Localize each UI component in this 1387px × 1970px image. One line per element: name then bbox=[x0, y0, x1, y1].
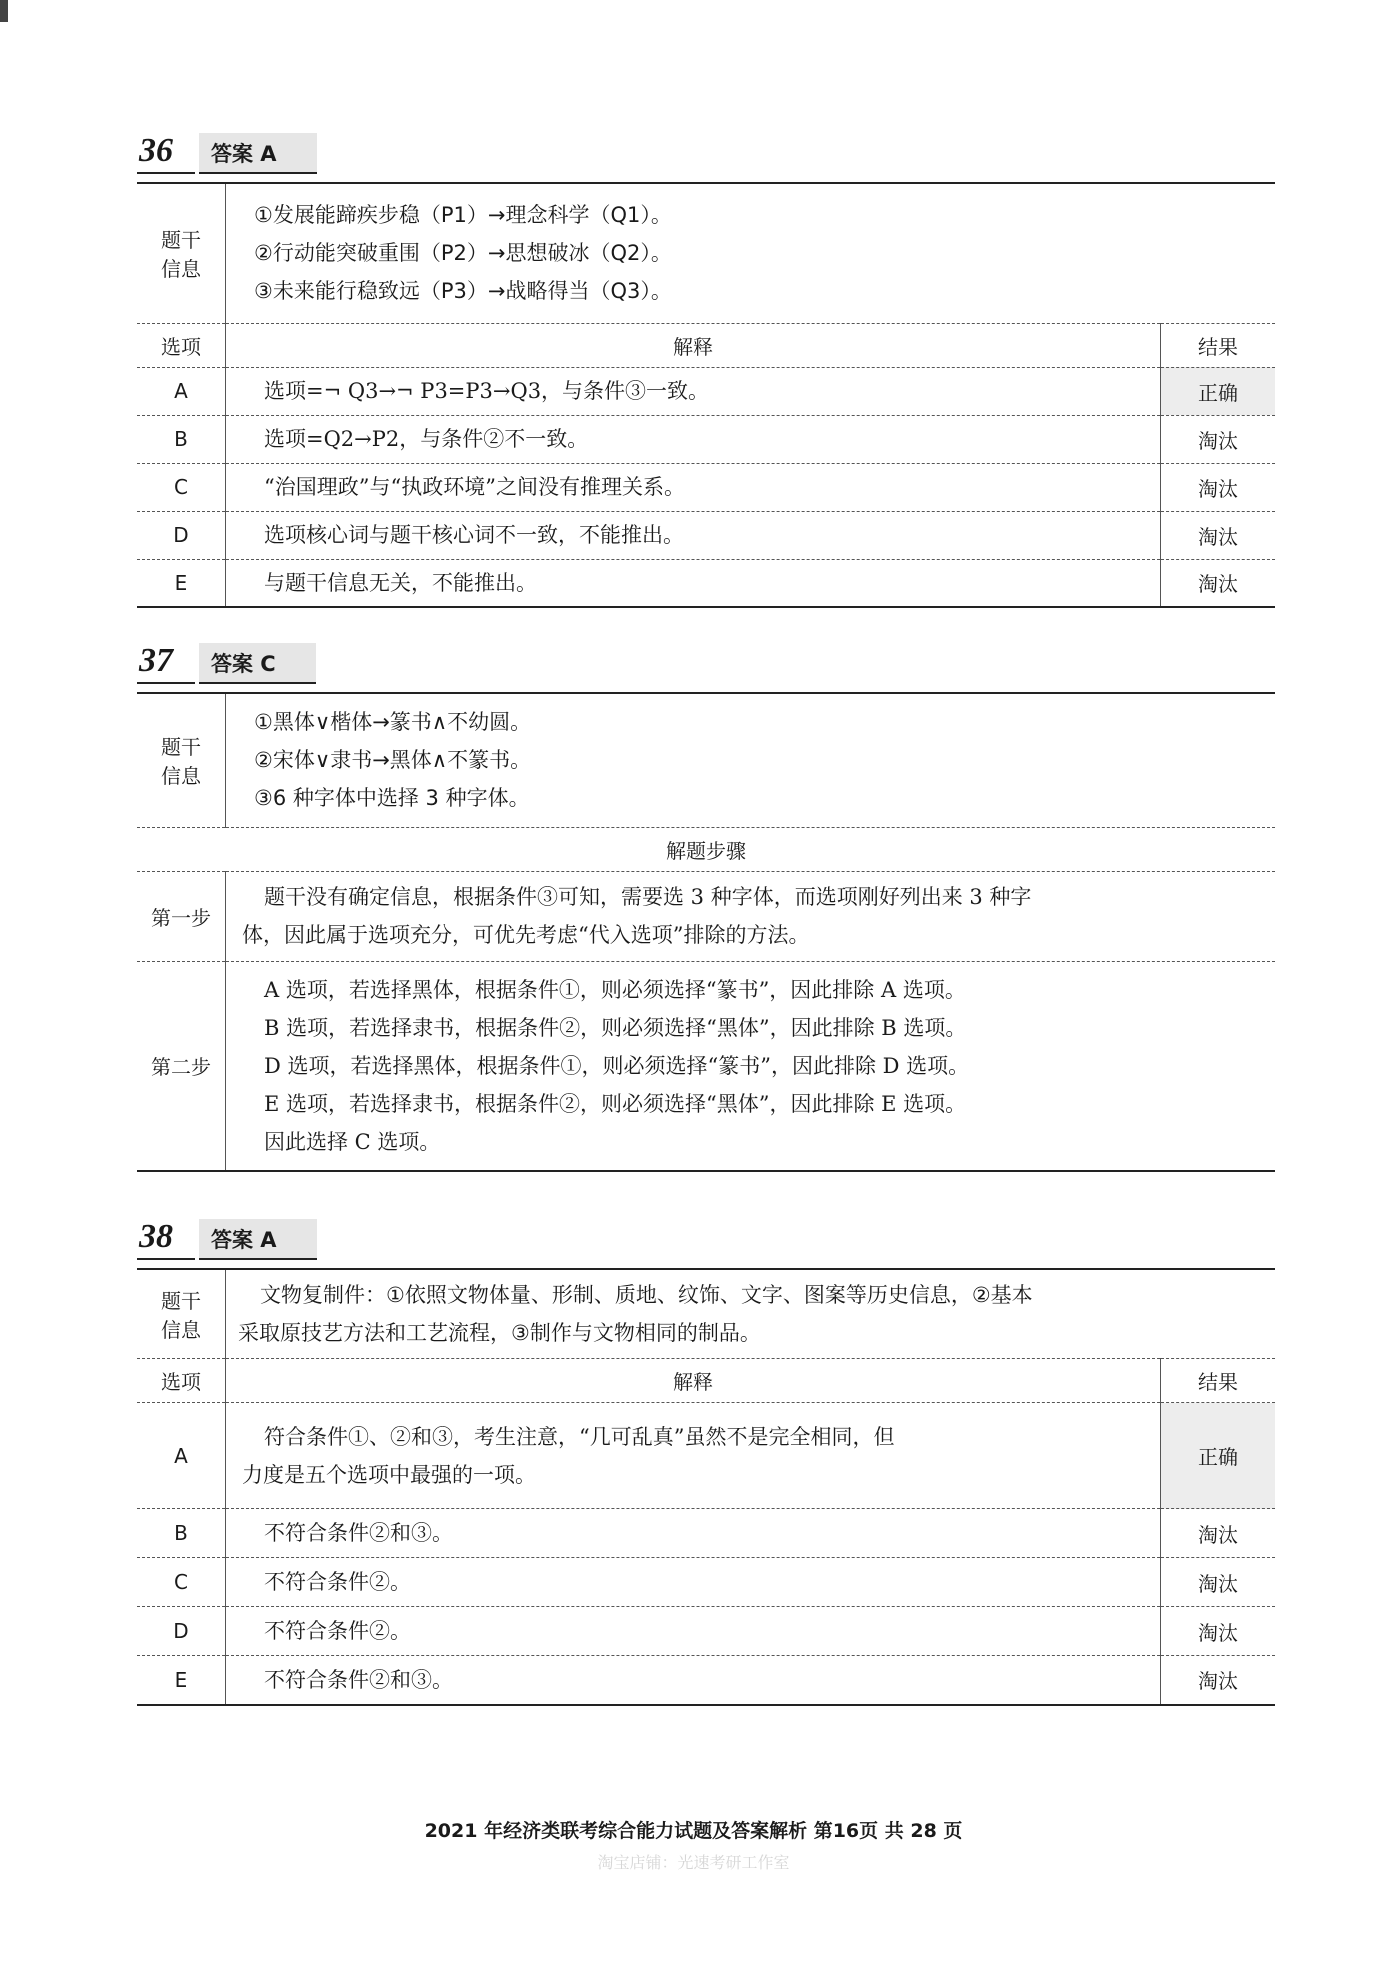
result: 淘汰 bbox=[1161, 1607, 1276, 1656]
step-line: E 选项，若选择隶书，根据条件②，则必须选择“黑体”，因此排除 E 选项。 bbox=[264, 1091, 967, 1116]
option-label: C bbox=[137, 1558, 226, 1607]
steps-title-row bbox=[137, 827, 1275, 871]
step-label: 第二步 bbox=[137, 961, 226, 1171]
stem-line: ③未来能行稳致远（P3）→战略得当（Q3）。 bbox=[254, 279, 672, 304]
header-result: 结果 bbox=[1161, 323, 1276, 367]
explanation: 不符合条件②和③。 bbox=[226, 1509, 1161, 1558]
step-label: 第一步 bbox=[137, 871, 226, 961]
step-line: D 选项，若选择黑体，根据条件①，则必须选择“篆书”，因此排除 D 选项。 bbox=[264, 1053, 970, 1078]
stem-row bbox=[137, 1269, 1275, 1359]
explanation: 不符合条件②。 bbox=[226, 1558, 1161, 1607]
stem-line: ①黑体∨楷体→篆书∧不幼圆。 bbox=[254, 710, 532, 735]
table-row bbox=[137, 415, 1275, 463]
watermark: 淘宝店铺：光速考研工作室 bbox=[597, 1853, 790, 1872]
option-label: D bbox=[137, 1607, 226, 1656]
header-row bbox=[137, 323, 1275, 367]
option-label: B bbox=[137, 415, 226, 463]
question-number: 38 bbox=[137, 1220, 195, 1260]
step-line: A 选项，若选择黑体，根据条件①，则必须选择“篆书”，因此排除 A 选项。 bbox=[264, 977, 966, 1002]
header-option: 选项 bbox=[137, 1359, 226, 1403]
header-row bbox=[137, 1359, 1275, 1403]
question-number: 36 bbox=[137, 134, 195, 174]
explanation: 选项=Q2→P2，与条件②不一致。 bbox=[226, 415, 1161, 463]
question-header bbox=[137, 128, 1275, 174]
stem-label: 题干 信息 bbox=[137, 183, 226, 323]
explanation: 与题干信息无关，不能推出。 bbox=[226, 559, 1161, 607]
table-row bbox=[137, 1607, 1275, 1656]
stem-content bbox=[226, 1269, 1276, 1359]
page-footer: 2021 年经济类联考综合能力试题及答案解析 第16页 共 28 页 bbox=[424, 1820, 963, 1842]
table-row bbox=[137, 511, 1275, 559]
explanation: 选项核心词与题干核心词不一致，不能推出。 bbox=[226, 511, 1161, 559]
stem-line: ①发展能蹄疾步稳（P1）→理念科学（Q1）。 bbox=[254, 203, 672, 228]
explanation bbox=[226, 1403, 1161, 1509]
stem-label: 题干 信息 bbox=[137, 693, 226, 827]
answer-badge: 答案 A bbox=[199, 1219, 317, 1260]
question-36 bbox=[137, 128, 1275, 608]
header-explanation: 解释 bbox=[226, 323, 1161, 367]
result: 淘汰 bbox=[1161, 1656, 1276, 1705]
stem-row bbox=[137, 693, 1275, 827]
question-number: 37 bbox=[137, 644, 195, 684]
option-label: D bbox=[137, 511, 226, 559]
q38-table bbox=[137, 1268, 1275, 1706]
explanation-line: 力度是五个选项中最强的一项。 bbox=[242, 1462, 536, 1487]
stem-line: ②宋体∨隶书→黑体∧不篆书。 bbox=[254, 748, 532, 773]
stem-line: ②行动能突破重围（P2）→思想破冰（Q2）。 bbox=[254, 241, 672, 266]
explanation: 不符合条件②。 bbox=[226, 1607, 1161, 1656]
table-row bbox=[137, 1403, 1275, 1509]
q37-table bbox=[137, 692, 1275, 1172]
result: 淘汰 bbox=[1161, 1558, 1276, 1607]
step-content bbox=[226, 871, 1276, 961]
table-row bbox=[137, 559, 1275, 607]
result: 正确 bbox=[1161, 367, 1276, 415]
option-label: E bbox=[137, 559, 226, 607]
header-option: 选项 bbox=[137, 323, 226, 367]
header-explanation: 解释 bbox=[226, 1359, 1161, 1403]
result: 淘汰 bbox=[1161, 559, 1276, 607]
table-row bbox=[137, 367, 1275, 415]
step-line: 题干没有确定信息，根据条件③可知，需要选 3 种字体，而选项刚好列出来 3 种字 bbox=[264, 885, 1032, 909]
answer-badge: 答案 C bbox=[199, 643, 316, 684]
steps-title: 解题步骤 bbox=[137, 827, 1275, 871]
step-line: B 选项，若选择隶书，根据条件②，则必须选择“黑体”，因此排除 B 选项。 bbox=[264, 1015, 967, 1040]
explanation: “治国理政”与“执政环境”之间没有推理关系。 bbox=[226, 463, 1161, 511]
option-label: C bbox=[137, 463, 226, 511]
answer-badge: 答案 A bbox=[199, 133, 317, 174]
step-line: 因此选择 C 选项。 bbox=[264, 1129, 441, 1154]
table-row bbox=[137, 1509, 1275, 1558]
explanation-line: 符合条件①、②和③，考生注意，“几可乱真”虽然不是完全相同，但 bbox=[264, 1424, 895, 1449]
table-row bbox=[137, 463, 1275, 511]
step-row bbox=[137, 871, 1275, 961]
q36-table bbox=[137, 182, 1275, 608]
stem-line: 文物复制件：①依照文物体量、形制、质地、纹饰、文字、图案等历史信息，②基本 bbox=[260, 1283, 1033, 1307]
step-line: 体，因此属于选项充分，可优先考虑“代入选项”排除的方法。 bbox=[242, 923, 810, 947]
option-label: B bbox=[137, 1509, 226, 1558]
option-label: A bbox=[137, 367, 226, 415]
explanation: 选项=¬ Q3→¬ P3=P3→Q3，与条件③一致。 bbox=[226, 367, 1161, 415]
result: 正确 bbox=[1161, 1403, 1276, 1509]
stem-line: 采取原技艺方法和工艺流程，③制作与文物相同的制品。 bbox=[238, 1321, 761, 1345]
option-label: E bbox=[137, 1656, 226, 1705]
header-result: 结果 bbox=[1161, 1359, 1276, 1403]
stem-content bbox=[226, 693, 1276, 827]
question-37 bbox=[137, 638, 1275, 1172]
step-content bbox=[226, 961, 1276, 1171]
result: 淘汰 bbox=[1161, 1509, 1276, 1558]
stem-line: ③6 种字体中选择 3 种字体。 bbox=[254, 786, 530, 811]
result: 淘汰 bbox=[1161, 511, 1276, 559]
result: 淘汰 bbox=[1161, 463, 1276, 511]
question-header bbox=[137, 1214, 1275, 1260]
table-row bbox=[137, 1656, 1275, 1705]
result: 淘汰 bbox=[1161, 415, 1276, 463]
scan-edge-mark bbox=[0, 0, 8, 22]
explanation: 不符合条件②和③。 bbox=[226, 1656, 1161, 1705]
stem-label: 题干 信息 bbox=[137, 1269, 226, 1359]
table-row bbox=[137, 1558, 1275, 1607]
option-label: A bbox=[137, 1403, 226, 1509]
stem-row bbox=[137, 183, 1275, 323]
stem-content bbox=[226, 183, 1276, 323]
step-row bbox=[137, 961, 1275, 1171]
question-header bbox=[137, 638, 1275, 684]
question-38 bbox=[137, 1214, 1275, 1706]
